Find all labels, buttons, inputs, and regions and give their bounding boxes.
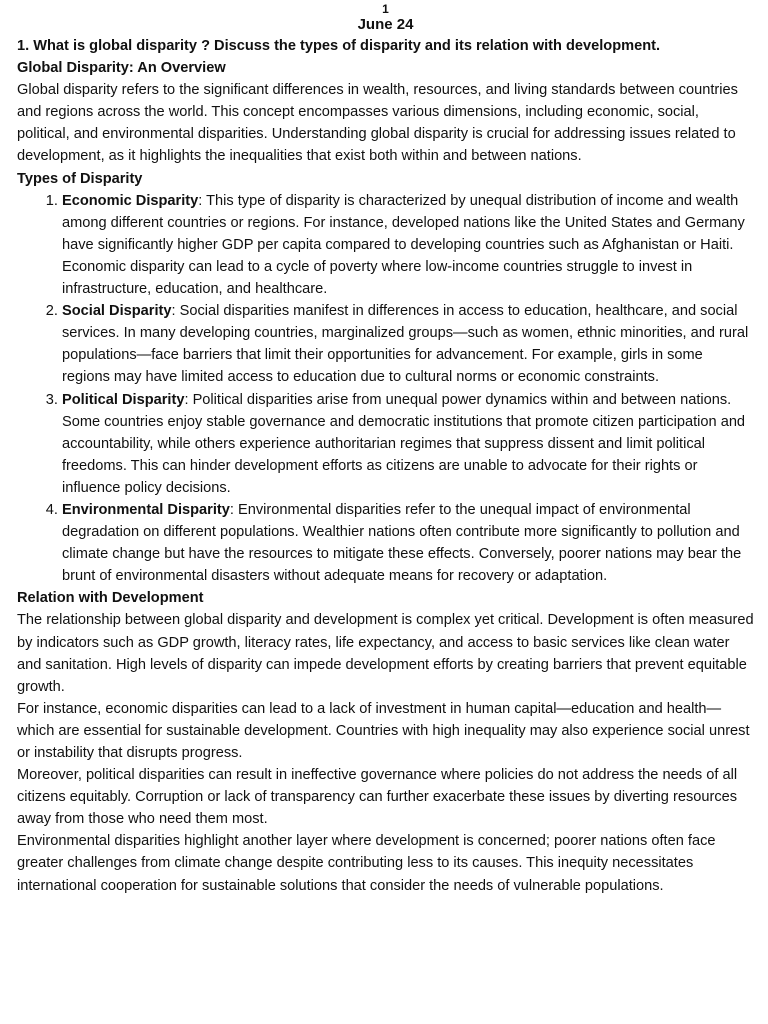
types-list [17, 190, 754, 588]
list-item-term: Environmental Disparity [62, 501, 230, 518]
relation-paragraph: Moreover, political disparities can result in ineffective governance where policies do not address the needs of all citizens equitably. Corruption or lack of transparency can further exacerbate these issues by diverting resources away from those who need them most. [17, 767, 738, 828]
list-item-text: : Environmental disparities refer to the unequal impact of environmental degradation on different populations. Wealthier nations often contribute more significantly to pollution and climate change but have the resources to mitigate these effects. Conversely, poorer nations may bear the brunt of environmental disasters without adequate means for recovery or adaptation. [62, 501, 742, 585]
list-item-term: Social Disparity [62, 303, 172, 320]
list-item-text: : Social disparities manifest in differences in access to education, healthcare, and social services. In many developing countries, marginalized groups—such as women, ethnic minorities, and rural populations—face barriers that limit their opportunities for advancement. For example, girls in some regions may have limited access to education due to cultural norms or economic constraints. [62, 303, 749, 386]
relation-paragraph: The relationship between global disparity and development is complex yet critical. Development is often measured by indicators such as GDP growth, literacy rates, life expectancy, and access to basic services like clean water and sanitation. High levels of disparity can impede development efforts by creating barriers that prevent equitable growth. [17, 612, 754, 695]
relation-paragraph: For instance, economic disparities can lead to a lack of investment in human capital—education and health—which are essential for sustainable development. Countries with high inequality may also experience social unrest or instability that disrupts progress. [17, 700, 750, 761]
types-heading: Types of Disparity [17, 170, 143, 187]
list-item [62, 499, 754, 587]
question-title: 1. What is global disparity ? Discuss the types of disparity and its relation with development. [17, 38, 661, 54]
relation-paragraph: Environmental disparities highlight another layer where development is concerned; poorer nations often face greater challenges from climate change despite contributing less to its causes. This inequity necessitates international cooperation for sustainable solutions that consider the needs of vulnerable populations. [17, 833, 716, 894]
list-item [62, 389, 754, 499]
list-item [62, 300, 754, 388]
overview-heading: Global Disparity: An Overview [17, 60, 226, 77]
page-date: June 24 [357, 16, 414, 33]
list-item-term: Economic Disparity [62, 192, 199, 209]
relation-heading: Relation with Development [17, 590, 204, 607]
list-item-term: Political Disparity [62, 391, 185, 408]
list-item-text: : Political disparities arise from unequal power dynamics within and between nations. Some countries enjoy stable governance and democratic institutions that promote citizen participation and accountability, while others experience authoritarian regimes that suppress dissent and limit political freedoms. This can hinder development efforts as citizens are unable to advocate for their rights or influence policy decisions. [62, 391, 746, 496]
list-item [62, 190, 754, 300]
page-number: 1 [382, 2, 389, 16]
list-item-text: : This type of disparity is characterized by unequal distribution of income and wealth among different countries or regions. For instance, developed nations like the United States and Germany have significantly higher GDP per capita compared to developing countries such as Afghanistan or Haiti. Economic disparity can lead to a cycle of poverty where low-income countries struggle to invest in infrastructure, education, and healthcare. [62, 192, 745, 298]
overview-paragraph: Global disparity refers to the significant differences in wealth, resources, and living standards between countries and regions across the world. This concept encompasses various dimensions, including economic, social, political, and environmental disparities. Understanding global disparity is crucial for addressing issues related to development, as it highlights the inequalities that exist both within and between nations. [17, 82, 738, 165]
